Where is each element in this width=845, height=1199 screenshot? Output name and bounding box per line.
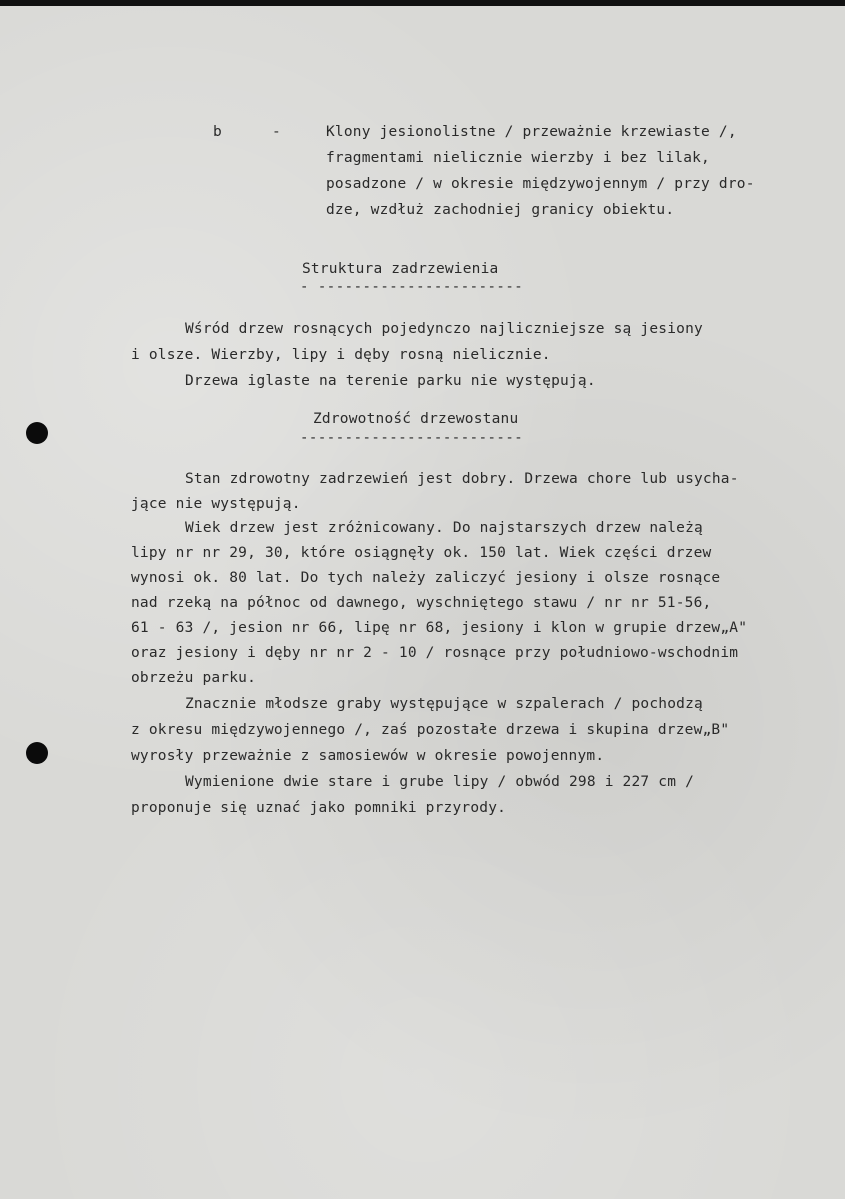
punch-hole-top <box>26 422 48 444</box>
paragraph-line: 61 - 63 /, jesion nr 66, lipę nr 68, jesiony i klon w grupie drzew„A" <box>131 620 748 636</box>
section-heading: Zdrowotność drzewostanu <box>313 411 519 427</box>
paragraph-line: Znacznie młodsze graby występujące w szpalerach / pochodzą <box>185 696 703 712</box>
paragraph-line: obrzeżu parku. <box>131 670 257 686</box>
paragraph-line: lipy nr nr 29, 30, które osiągnęły ok. 150 lat. Wiek części drzew <box>131 545 712 561</box>
paragraph-line: z okresu międzywojennego /, zaś pozostałe drzewa i skupina drzew„B" <box>131 722 730 738</box>
paragraph-line: fragmentami nielicznie wierzby i bez lilak, <box>326 150 710 166</box>
paragraph-line: Wiek drzew jest zróżnicowany. Do najstarszych drzew należą <box>185 520 703 536</box>
paragraph-line: Wymienione dwie stare i grube lipy / obwód 298 i 227 cm / <box>185 774 694 790</box>
paragraph-line: Klony jesionolistne / przeważnie krzewiaste /, <box>326 124 737 140</box>
punch-hole-bottom <box>26 742 48 764</box>
paragraph-line: jące nie występują. <box>131 496 301 512</box>
paragraph-line: i olsze. Wierzby, lipy i dęby rosną nielicznie. <box>131 347 551 363</box>
paragraph-line: wynosi ok. 80 lat. Do tych należy zaliczyć jesiony i olsze rosnące <box>131 570 721 586</box>
paragraph-line: wyrosły przeważnie z samosiewów w okresie powojennym. <box>131 748 605 764</box>
document-page <box>0 6 845 1199</box>
paragraph-line: nad rzeką na północ od dawnego, wyschniętego stawu / nr nr 51-56, <box>131 595 712 611</box>
paragraph-line: Drzewa iglaste na terenie parku nie występują. <box>185 373 596 389</box>
heading-underline: ------------------------- <box>300 430 524 446</box>
section-heading: Struktura zadrzewienia <box>302 261 499 277</box>
paragraph-line: Stan zdrowotny zadrzewień jest dobry. Drzewa chore lub usycha- <box>185 471 739 487</box>
paragraph-line: posadzone / w okresie międzywojennym / przy dro- <box>326 176 755 192</box>
paragraph-line: oraz jesiony i dęby nr nr 2 - 10 / rosnące przy południowo-wschodnim <box>131 645 739 661</box>
paragraph-line: dze, wzdłuż zachodniej granicy obiektu. <box>326 202 675 218</box>
paragraph-line: proponuje się uznać jako pomniki przyrody. <box>131 800 507 816</box>
section-marker: b <box>213 124 222 140</box>
section-dash: - <box>272 124 281 140</box>
heading-underline: - ----------------------- <box>300 279 524 295</box>
paragraph-line: Wśród drzew rosnących pojedynczo najliczniejsze są jesiony <box>185 321 703 337</box>
scan-border <box>0 0 845 6</box>
